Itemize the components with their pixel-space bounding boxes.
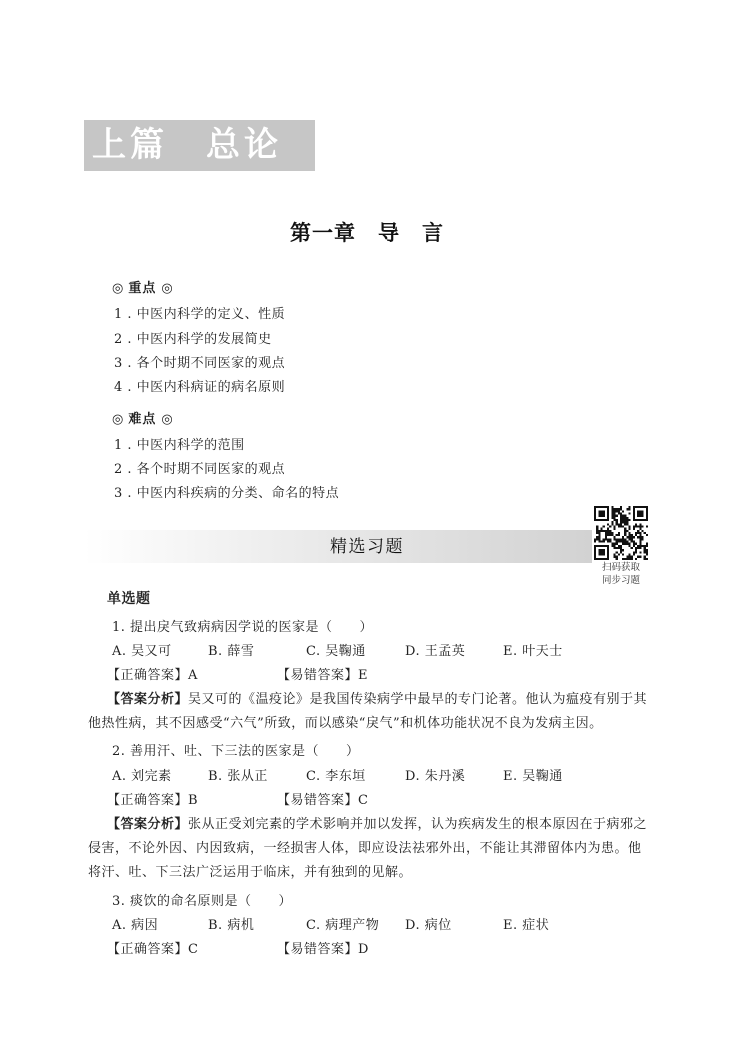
difficult-point-item: 1 . 中医内科学的范围 [114, 438, 245, 453]
qr-caption-line-2: 同步习题 [601, 575, 640, 586]
key-points-heading [112, 280, 173, 298]
answer-analysis-line: 他热性病，其不因感受“六气”所致，而以感染“戾气”和机体功能状况不良为发病主因。 [88, 716, 603, 731]
answer-analysis-line: 将汗、吐、下三法广泛运用于临床，并有独到的见解。 [88, 865, 413, 880]
answer-analysis-label: 【答案分析】 [107, 817, 189, 832]
common-wrong-answer: 【易错答案】C [277, 793, 369, 808]
section-title: 精选习题 [330, 537, 404, 557]
difficult-points-heading [112, 411, 173, 429]
difficult-points-label: 难点 [128, 412, 157, 427]
difficult-point-item: 2 . 各个时期不同医家的观点 [114, 462, 286, 477]
common-wrong-answer: 【易错答案】D [277, 942, 369, 957]
question-stem: 2. 善用汗、吐、下三法的医家是（ ） [112, 744, 360, 759]
key-point-item: 3 . 各个时期不同医家的观点 [114, 356, 286, 371]
common-wrong-answer: 【易错答案】E [277, 668, 368, 683]
answer-analysis-line: 侵害，不论外因、内因致病，一经损害人体，即应设法祛邪外出，不能让其滞留体内为患。他 [88, 841, 642, 856]
question-option: E. 症状 [503, 918, 550, 933]
answer-analysis-line [107, 816, 647, 834]
part-banner-title: 上篇 总论 [92, 125, 282, 165]
question-option: D. 朱丹溪 [405, 769, 466, 784]
question-option: E. 吴鞠通 [503, 769, 563, 784]
answer-analysis-text: 吴又可的《温疫论》是我国传染病学中最早的专门论著。他认为瘟疫有别于其 [188, 692, 648, 707]
key-points-marker-left: ◎ [112, 281, 124, 296]
question-type-heading: 单选题 [107, 591, 151, 607]
question-option: D. 病位 [405, 918, 452, 933]
part-banner [84, 120, 315, 171]
answer-analysis-label: 【答案分析】 [107, 692, 189, 707]
question-option: B. 张从正 [208, 769, 268, 784]
question-stem: 3. 痰饮的命名原则是（ ） [112, 894, 293, 909]
question-option: A. 吴又可 [112, 644, 172, 659]
question-option: B. 薛雪 [208, 644, 255, 659]
qr-caption-line-1: 扫码获取 [601, 562, 640, 573]
difficult-point-item: 3 . 中医内科疾病的分类、命名的特点 [114, 486, 340, 501]
chapter-title: 第一章 导 言 [290, 220, 444, 245]
question-option: C. 李东垣 [306, 769, 366, 784]
question-option: A. 病因 [112, 918, 159, 933]
question-option: C. 吴鞠通 [306, 644, 366, 659]
question-stem: 1. 提出戾气致病病因学说的医家是（ ） [112, 620, 374, 635]
key-point-item: 2 . 中医内科学的发展简史 [114, 332, 272, 347]
correct-answer: 【正确答案】A [107, 668, 198, 683]
key-point-item: 4 . 中医内科病证的病名原则 [114, 380, 286, 395]
question-option: B. 病机 [208, 918, 255, 933]
correct-answer: 【正确答案】C [107, 942, 199, 957]
key-point-item: 1 . 中医内科学的定义、性质 [114, 307, 286, 322]
question-option: C. 病理产物 [306, 918, 380, 933]
question-option: D. 王孟英 [405, 644, 466, 659]
qr-code[interactable] [594, 506, 648, 560]
difficult-points-marker-left: ◎ [112, 412, 124, 427]
question-option: E. 叶天士 [503, 644, 563, 659]
key-points-marker-right: ◎ [161, 281, 173, 296]
answer-analysis-line [107, 691, 647, 709]
question-option: A. 刘完素 [112, 769, 172, 784]
key-points-label: 重点 [128, 281, 157, 296]
difficult-points-marker-right: ◎ [161, 412, 173, 427]
answer-analysis-text: 张从正受刘完素的学术影响并加以发挥，认为疾病发生的根本原因在于病邪之 [188, 817, 648, 832]
correct-answer: 【正确答案】B [107, 793, 199, 808]
